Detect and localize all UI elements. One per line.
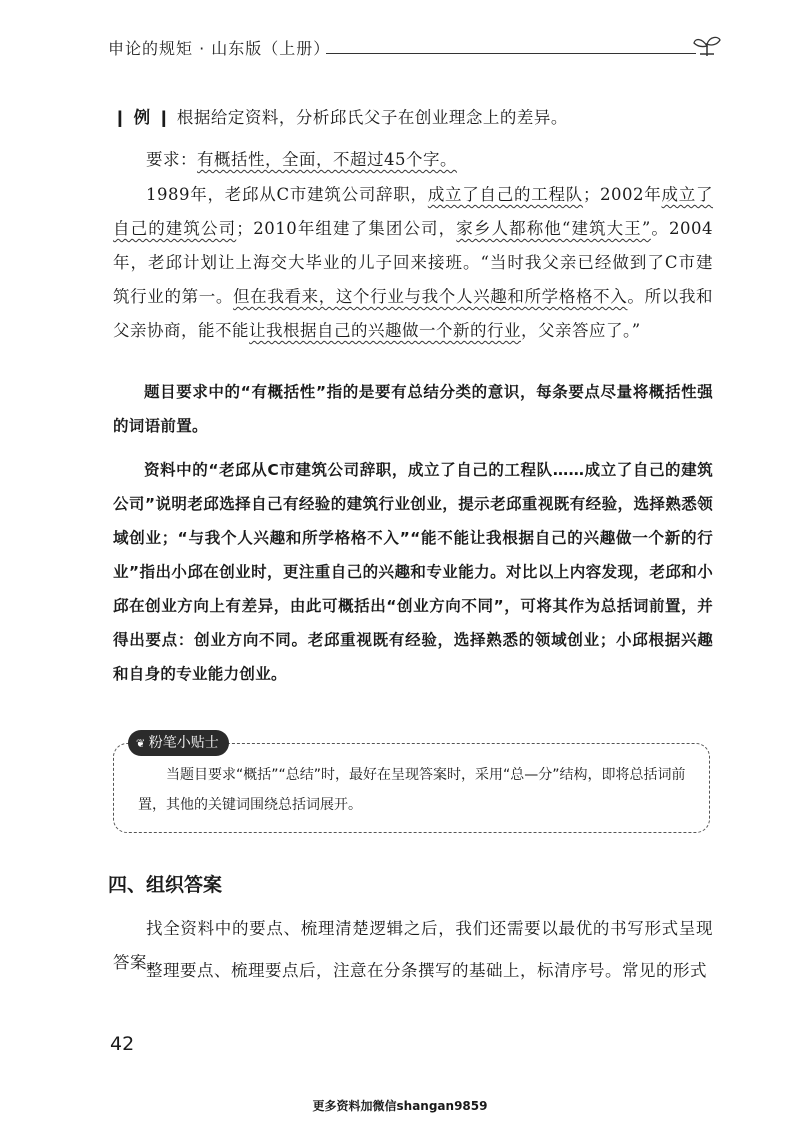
requirement xyxy=(113,143,713,177)
material-text: 1989年，老邱从C市建筑公司辞职， xyxy=(146,185,428,204)
example-tag: ❙ 例 ❙ xyxy=(113,108,172,127)
section-title: 四、组织答案 xyxy=(108,874,223,896)
material-highlight: 让我根据自己的兴趣做一个新的行业 xyxy=(249,321,521,340)
tip-label-text: 粉笔小贴士 xyxy=(148,735,219,751)
tip-label xyxy=(128,730,229,756)
requirement-label: 要求： xyxy=(146,150,197,169)
example-question xyxy=(113,101,713,135)
requirement-text: 有概括性，全面，不超过45个字。 xyxy=(197,150,457,169)
material-text: ，父亲答应了。” xyxy=(521,321,641,340)
footer-note: 更多资料加微信shangan9859 xyxy=(312,1099,488,1113)
question-text: 根据给定资料，分析邱氏父子在创业理念上的差异。 xyxy=(176,108,568,127)
analysis-paragraph-2: 资料中的“老邱从C市建筑公司辞职，成立了自己的工程队……成立了自己的建筑公司”说明老邱选择自己有经验的建筑行业创业，提示老邱重视既有经验，选择熟悉领域创业；“与我个人兴趣和所学格格不入”“能不能让我根据自己的兴趣做一个新的行业”指出小邱在创业时，更注重自己的兴趣和专业能力。对比以上内容发现，老邱和小邱在创业方向上有差异，由此可概括出“创业方向不同”，可将其作为总括词前置，并得出要点：创业方向不同。老邱重视既有经验，选择熟悉的领域创业；小邱根据兴趣和自身的专业能力创业。 xyxy=(113,461,713,683)
analysis-paragraph-1: 题目要求中的“有概括性”指的是要有总结分类的意识，每条要点尽量将概括性强的词语前置。 xyxy=(113,383,713,435)
leaf-icon: ❦ xyxy=(136,737,149,750)
section-paragraph-1: 找全资料中的要点、梳理清楚逻辑之后，我们还需要以最优的书写形式呈现答案。 xyxy=(113,919,713,972)
section-paragraph-2: 整理要点、梳理要点后，注意在分条撰写的基础上，标清序号。常见的形式 xyxy=(146,961,707,980)
running-header xyxy=(108,34,718,64)
material-text: ；2010年组建了集团公司， xyxy=(236,219,457,238)
material-highlight: 但在我看来，这个行业与我个人兴趣和所学格格不入 xyxy=(233,287,628,306)
header-rule xyxy=(326,53,696,54)
material-text: 。所以我和父亲协商，能不能 xyxy=(113,287,714,340)
tip-text: 当题目要求“概括”“总结”时，最好在呈现答案时，采用“总—分”结构，即将总括词前置，其他的关键词围绕总括词展开。 xyxy=(138,767,686,813)
material-text: 。2004年，老邱计划让上海交大毕业的儿子回来接班。“当时我父亲已经做到了C市建筑行业的第一。 xyxy=(113,219,714,306)
material-highlight: 成立了自己的建筑公司 xyxy=(113,185,714,238)
material-highlight: 成立了自己的工程队 xyxy=(427,185,584,204)
material-text: ；2002年 xyxy=(583,185,662,204)
book-title: 申论的规矩 · 山东版（上册） xyxy=(108,39,331,58)
page-number: 42 xyxy=(110,1033,135,1055)
sprout-icon xyxy=(692,34,722,60)
material-highlight: 家乡人都称他“建筑大王” xyxy=(456,219,651,238)
material-paragraph xyxy=(113,178,713,348)
